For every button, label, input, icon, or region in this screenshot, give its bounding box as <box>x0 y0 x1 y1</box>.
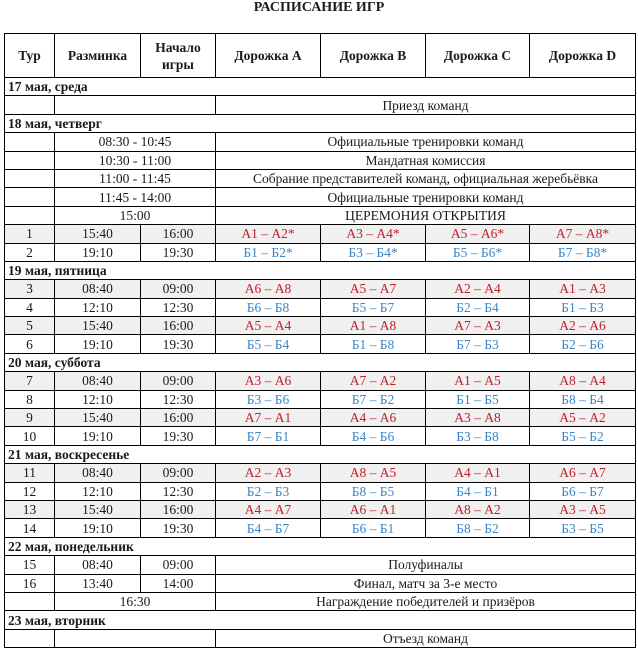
lane-a-match: Б5 – Б4 <box>216 335 321 353</box>
lane-b-match: А1 – А8 <box>321 317 426 335</box>
final-row <box>5 556 636 574</box>
warmup-cell: 19:10 <box>55 427 141 445</box>
start-cell: 09:00 <box>141 280 216 298</box>
event-row <box>5 151 636 169</box>
day-label: 20 мая, суббота <box>5 353 636 371</box>
day-label: 22 мая, понедельник <box>5 537 636 555</box>
round-cell: 9 <box>5 409 55 427</box>
warmup-cell: 08:40 <box>55 556 141 574</box>
start-cell: 12:30 <box>141 298 216 316</box>
lane-b-match: Б8 – Б5 <box>321 482 426 500</box>
lane-b-match: А7 – А2 <box>321 372 426 390</box>
round-cell: 12 <box>5 482 55 500</box>
warmup-cell: 15:40 <box>55 225 141 243</box>
header-start <box>141 34 216 78</box>
lane-b-match: Б5 – Б7 <box>321 298 426 316</box>
lane-c-match: А4 – А1 <box>426 464 530 482</box>
warmup-cell: 08:40 <box>55 464 141 482</box>
lane-b-match: Б6 – Б1 <box>321 519 426 537</box>
lane-d-match: А5 – А2 <box>530 409 636 427</box>
time-cell <box>55 629 216 647</box>
start-cell: 19:30 <box>141 335 216 353</box>
day-label: 21 мая, воскресенье <box>5 445 636 463</box>
lane-d-match: А3 – А5 <box>530 500 636 518</box>
lane-b-match: А8 – А5 <box>321 464 426 482</box>
start-cell: 14:00 <box>141 574 216 592</box>
round-row <box>5 390 636 408</box>
event-row <box>5 169 636 187</box>
header-start-line1: Начало <box>155 39 201 55</box>
header-row <box>5 34 636 78</box>
lane-a-match: А4 – А7 <box>216 500 321 518</box>
event-text: Приезд команд <box>216 96 636 114</box>
lane-c-match: А8 – А2 <box>426 500 530 518</box>
lane-c-match: А5 – А6* <box>426 225 530 243</box>
round-row <box>5 243 636 261</box>
round-cell: 7 <box>5 372 55 390</box>
round-cell: 5 <box>5 317 55 335</box>
lane-b-match: Б7 – Б2 <box>321 390 426 408</box>
lane-b-match: Б1 – Б8 <box>321 335 426 353</box>
round-cell <box>5 96 55 114</box>
start-cell: 09:00 <box>141 372 216 390</box>
lane-a-match: А1 – А2* <box>216 225 321 243</box>
round-cell: 4 <box>5 298 55 316</box>
start-cell: 12:30 <box>141 390 216 408</box>
day-row <box>5 537 636 555</box>
schedule-table <box>4 33 636 648</box>
lane-a-match: Б7 – Б1 <box>216 427 321 445</box>
round-cell: 6 <box>5 335 55 353</box>
event-text: Собрание представителей команд, официальная жеребьёвка <box>216 169 636 187</box>
day-label: 23 мая, вторник <box>5 611 636 629</box>
time-cell: 15:00 <box>55 206 216 224</box>
round-cell: 1 <box>5 225 55 243</box>
time-cell: 11:00 - 11:45 <box>55 169 216 187</box>
event-text: Официальные тренировки команд <box>216 188 636 206</box>
lane-d-match: А8 – А4 <box>530 372 636 390</box>
lane-c-match: А2 – А4 <box>426 280 530 298</box>
lane-a-match: А5 – А4 <box>216 317 321 335</box>
start-cell: 16:00 <box>141 500 216 518</box>
day-row <box>5 445 636 463</box>
lane-b-match: А3 – А4* <box>321 225 426 243</box>
lane-c-match: А1 – А5 <box>426 372 530 390</box>
lane-d-match: Б2 – Б6 <box>530 335 636 353</box>
header-warmup: Разминка <box>55 34 141 78</box>
start-cell: 09:00 <box>141 556 216 574</box>
start-cell: 09:00 <box>141 464 216 482</box>
warmup-cell: 15:40 <box>55 409 141 427</box>
round-row <box>5 427 636 445</box>
time-cell: 08:30 - 10:45 <box>55 133 216 151</box>
warmup-cell: 19:10 <box>55 243 141 261</box>
lane-d-match: Б7 – Б8* <box>530 243 636 261</box>
lane-c-match: Б2 – Б4 <box>426 298 530 316</box>
warmup-cell: 08:40 <box>55 280 141 298</box>
time-cell: 11:45 - 14:00 <box>55 188 216 206</box>
round-row <box>5 372 636 390</box>
lane-a-match: Б2 – Б3 <box>216 482 321 500</box>
event-row <box>5 629 636 647</box>
warmup-cell: 15:40 <box>55 317 141 335</box>
round-cell <box>5 133 55 151</box>
lane-c-match: Б5 – Б6* <box>426 243 530 261</box>
event-row <box>5 206 636 224</box>
lane-d-match: Б1 – Б3 <box>530 298 636 316</box>
warmup-cell: 13:40 <box>55 574 141 592</box>
lane-d-match: А7 – А8* <box>530 225 636 243</box>
lane-d-match: Б3 – Б5 <box>530 519 636 537</box>
lane-d-match: Б8 – Б4 <box>530 390 636 408</box>
round-row <box>5 482 636 500</box>
round-cell <box>5 151 55 169</box>
start-cell: 16:00 <box>141 225 216 243</box>
round-row <box>5 280 636 298</box>
round-cell: 8 <box>5 390 55 408</box>
header-start-line2: игры <box>162 56 194 72</box>
round-cell: 15 <box>5 556 55 574</box>
start-cell: 19:30 <box>141 243 216 261</box>
lane-d-match: А6 – А7 <box>530 464 636 482</box>
final-row <box>5 574 636 592</box>
round-cell: 3 <box>5 280 55 298</box>
lane-d-match: Б5 – Б2 <box>530 427 636 445</box>
lane-a-match: А3 – А6 <box>216 372 321 390</box>
warmup-cell: 19:10 <box>55 519 141 537</box>
round-cell <box>5 169 55 187</box>
warmup-cell: 12:10 <box>55 390 141 408</box>
day-label: 18 мая, четверг <box>5 114 636 132</box>
warmup-cell: 19:10 <box>55 335 141 353</box>
lane-a-match: А7 – А1 <box>216 409 321 427</box>
lane-b-match: Б4 – Б6 <box>321 427 426 445</box>
time-cell <box>55 96 216 114</box>
lane-d-match: А2 – А6 <box>530 317 636 335</box>
lane-c-match: А7 – А3 <box>426 317 530 335</box>
warmup-cell: 08:40 <box>55 372 141 390</box>
start-cell: 19:30 <box>141 427 216 445</box>
round-row <box>5 500 636 518</box>
round-row <box>5 335 636 353</box>
start-cell: 16:00 <box>141 409 216 427</box>
lane-b-match: А5 – А7 <box>321 280 426 298</box>
lane-d-match: А1 – А3 <box>530 280 636 298</box>
header-lane-a: Дорожка A <box>216 34 321 78</box>
event-row <box>5 133 636 151</box>
warmup-cell: 12:10 <box>55 482 141 500</box>
lane-a-match: А2 – А3 <box>216 464 321 482</box>
header-lane-d: Дорожка D <box>530 34 636 78</box>
start-cell: 16:00 <box>141 317 216 335</box>
round-cell <box>5 629 55 647</box>
header-lane-c: Дорожка C <box>426 34 530 78</box>
event-text: Награждение победителей и призёров <box>216 592 636 610</box>
round-cell: 16 <box>5 574 55 592</box>
round-cell <box>5 592 55 610</box>
lane-c-match: Б8 – Б2 <box>426 519 530 537</box>
round-cell: 14 <box>5 519 55 537</box>
round-row <box>5 298 636 316</box>
lane-a-match: Б6 – Б8 <box>216 298 321 316</box>
event-text: Финал, матч за 3-е место <box>216 574 636 592</box>
day-label: 17 мая, среда <box>5 78 636 96</box>
round-cell: 13 <box>5 500 55 518</box>
day-label: 19 мая, пятница <box>5 261 636 279</box>
warmup-cell: 15:40 <box>55 500 141 518</box>
event-text: Мандатная комиссия <box>216 151 636 169</box>
header-round: Тур <box>5 34 55 78</box>
lane-a-match: Б1 – Б2* <box>216 243 321 261</box>
lane-b-match: А6 – А1 <box>321 500 426 518</box>
round-row <box>5 225 636 243</box>
round-row <box>5 519 636 537</box>
time-cell: 10:30 - 11:00 <box>55 151 216 169</box>
lane-b-match: Б3 – Б4* <box>321 243 426 261</box>
round-row <box>5 317 636 335</box>
lane-a-match: А6 – А8 <box>216 280 321 298</box>
page-title: РАСПИСАНИЕ ИГР <box>253 0 385 15</box>
day-row <box>5 261 636 279</box>
start-cell: 19:30 <box>141 519 216 537</box>
event-row <box>5 96 636 114</box>
round-cell: 10 <box>5 427 55 445</box>
lane-c-match: Б7 – Б3 <box>426 335 530 353</box>
round-cell <box>5 206 55 224</box>
round-cell: 2 <box>5 243 55 261</box>
event-text: Полуфиналы <box>216 556 636 574</box>
lane-c-match: Б4 – Б1 <box>426 482 530 500</box>
header-lane-b: Дорожка B <box>321 34 426 78</box>
day-row <box>5 78 636 96</box>
round-row <box>5 464 636 482</box>
round-cell <box>5 188 55 206</box>
lane-a-match: Б4 – Б7 <box>216 519 321 537</box>
lane-c-match: Б1 – Б5 <box>426 390 530 408</box>
event-row <box>5 188 636 206</box>
event-text: Отъезд команд <box>216 629 636 647</box>
lane-c-match: Б3 – Б8 <box>426 427 530 445</box>
day-row <box>5 353 636 371</box>
lane-d-match: Б6 – Б7 <box>530 482 636 500</box>
start-cell: 12:30 <box>141 482 216 500</box>
day-row <box>5 611 636 629</box>
day-row <box>5 114 636 132</box>
round-cell: 11 <box>5 464 55 482</box>
event-row <box>5 592 636 610</box>
event-text: ЦЕРЕМОНИЯ ОТКРЫТИЯ <box>216 206 636 224</box>
warmup-cell: 12:10 <box>55 298 141 316</box>
lane-c-match: А3 – А8 <box>426 409 530 427</box>
event-text: Официальные тренировки команд <box>216 133 636 151</box>
round-row <box>5 409 636 427</box>
time-cell: 16:30 <box>55 592 216 610</box>
lane-b-match: А4 – А6 <box>321 409 426 427</box>
lane-a-match: Б3 – Б6 <box>216 390 321 408</box>
